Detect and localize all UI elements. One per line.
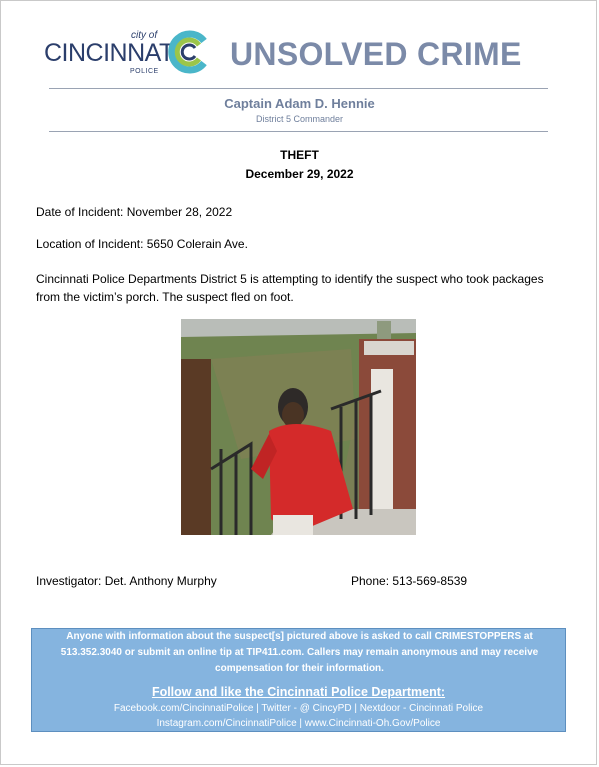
social-links-line-1[interactable]: Facebook.com/CincinnatiPolice | Twitter - @ CincyPD | Nextdoor - Cincinnati Police [113,703,484,714]
incident-location-value: 5650 Colerain Ave. [146,237,248,251]
investigator [36,574,217,588]
investigator-name: Det. Anthony Murphy [104,574,217,588]
logo-city-name: CINCINNATI [44,39,181,67]
commander-name: Captain Adam D. Hennie [224,96,375,111]
incident-date-value: November 28, 2022 [126,205,233,219]
investigator-label: Investigator: [36,574,105,588]
header-divider-top [49,88,548,89]
crimestoppers-tip-text: Anyone with information about the suspect[s] pictured above is asked to call CRIMESTOPPERS at 513.352.3040 or submit an online tip at TIP411.com. Callers may remain anonymous and may receive compensation for their information. [60,631,539,674]
incident-date-label: Date of Incident: [36,205,127,219]
phone-label: Phone: [351,574,393,588]
logo-city-of: city of [131,30,158,41]
page-title: UNSOLVED CRIME [230,36,522,72]
social-links-line-2[interactable]: Instagram.com/CincinnatiPolice | www.Cincinnati-Oh.Gov/Police [156,718,441,729]
crime-type: THEFT [280,148,319,162]
suspect-photo [181,319,416,535]
tip-info-box [31,628,566,732]
incident-location [36,237,248,251]
incident-description: Cincinnati Police Departments District 5 is attempting to identify the suspect who took packages from the victim’s porch. The suspect fled on foot. [36,272,544,304]
incident-location-label: Location of Incident: [36,237,147,251]
phone-number: 513-569-8539 [392,574,468,588]
logo-police-label: POLICE [130,68,159,75]
logo-c-emblem-icon [166,29,212,75]
bulletin-date: December 29, 2022 [245,167,354,181]
follow-heading: Follow and like the Cincinnati Police Department: [151,685,446,699]
incident-date [36,205,232,219]
header-divider-bottom [49,131,548,132]
commander-title: District 5 Commander [255,114,344,124]
cincinnati-police-logo [44,28,212,78]
investigator-phone [351,574,467,588]
